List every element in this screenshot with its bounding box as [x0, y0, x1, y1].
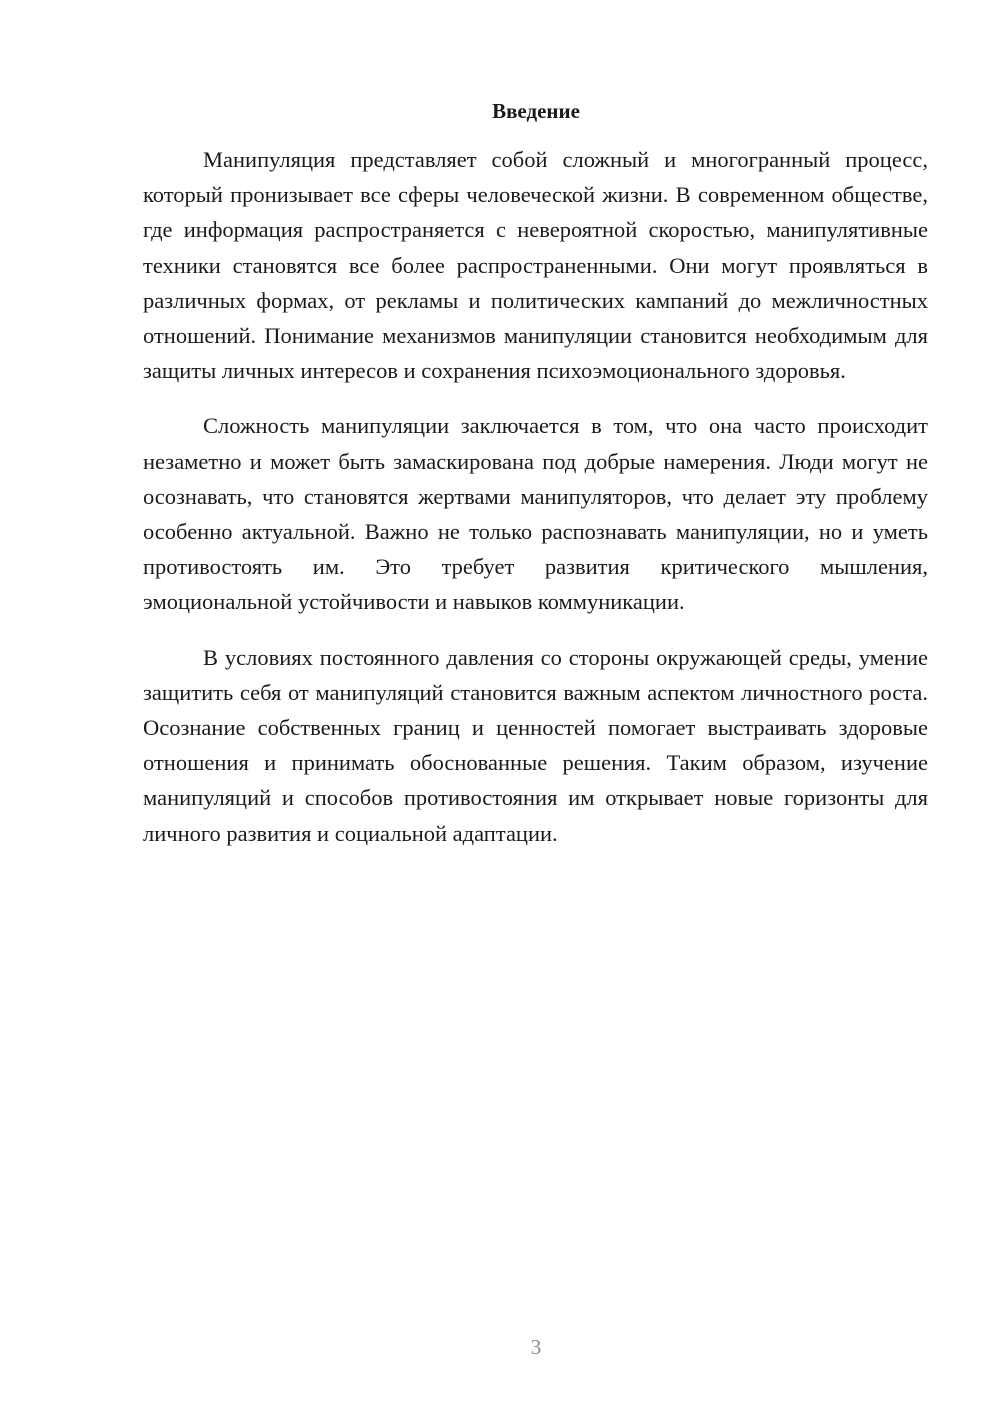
paragraph-1: Манипуляция представляет собой сложный и многогранный процесс, который пронизывает все сферы человеческой жизни. В современном обществе, где информация распространяется с невероятной скоростью, манипулятивные техники становятся все более распространенными. Они могут проявляться в различных формах, от рекламы и политических кампаний до межличностных отношений. Понимание механизмов манипуляции становится необходимым для защиты личных интересов и сохранения психоэмоционального здоровья. — [143, 147, 928, 384]
page-title: Введение — [492, 99, 580, 123]
paragraph-3: В условиях постоянного давления со стороны окружающей среды, умение защитить себя от манипуляций становится важным аспектом личностного роста. Осознание собственных границ и ценностей помогает выстраивать здоровые отношения и принимать обоснованные решения. Таким образом, изучение манипуляций и способов противостояния им открывает новые горизонты для личного развития и социальной адаптации. — [143, 644, 928, 846]
body-text — [143, 142, 928, 851]
page-number: 3 — [530, 1335, 542, 1359]
paragraph-2: Сложность манипуляции заключается в том, что она часто происходит незаметно и может быть замаскирована под добрые намерения. Люди могут не осознавать, что становятся жертвами манипуляторов, что делает эту проблему особенно актуальной. Важно не только распознавать манипуляции, но и уметь противостоять им. Это требует развития критического мышления, эмоциональной устойчивости и навыков коммуникации. — [143, 413, 928, 615]
